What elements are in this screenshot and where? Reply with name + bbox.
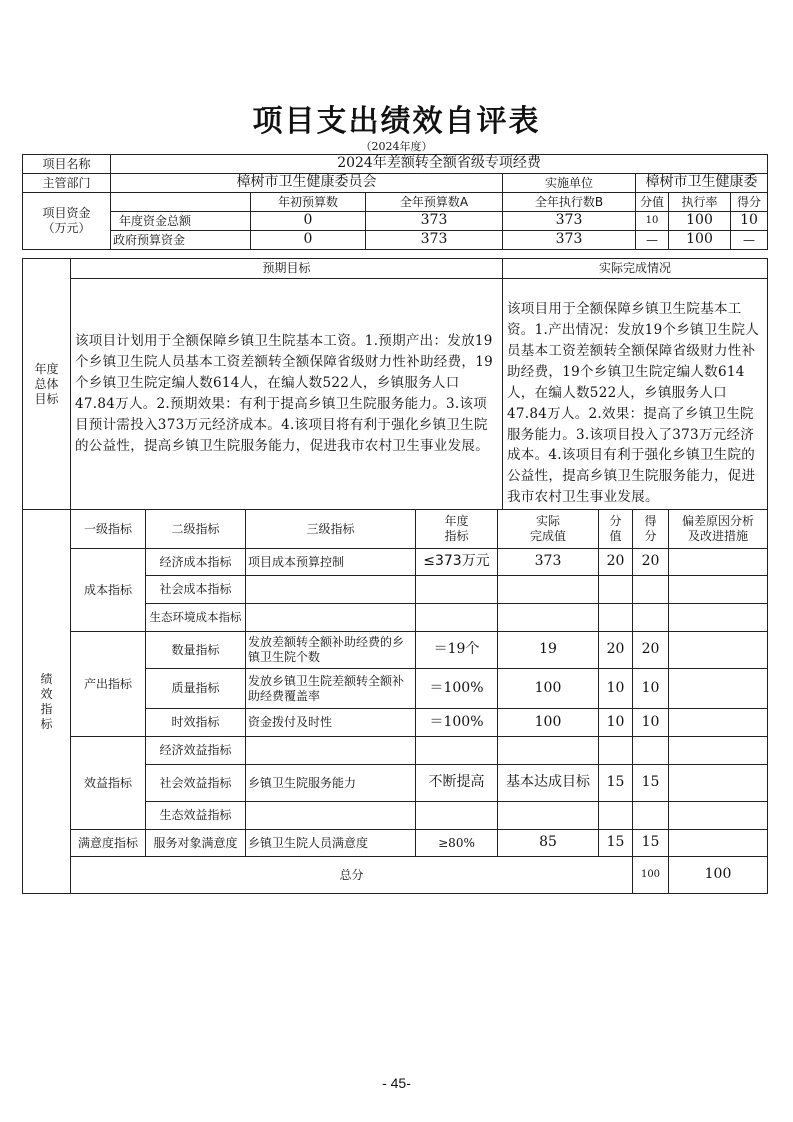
level3-cell: 发放差额转全额补助经费的乡镇卫生院个数 <box>246 632 416 669</box>
level2-cell: 经济效益指标 <box>146 737 246 765</box>
total-score: 100 <box>669 857 768 894</box>
weight-cell <box>599 802 633 830</box>
project-name-value: 2024年差额转全额省级专项经费 <box>111 155 768 174</box>
actual-cell: 373 <box>498 549 599 576</box>
level2-cell: 服务对象满意度 <box>146 830 246 857</box>
impl-value: 樟树市卫生健康委 <box>636 174 768 193</box>
level3-cell: 发放乡镇卫生院差额转全额补助经费覆盖率 <box>246 669 416 709</box>
annual-cell: ＝19个 <box>416 632 498 669</box>
annual-cell: ≥80% <box>416 830 498 857</box>
impl-label: 实施单位 <box>503 174 636 193</box>
dept-label: 主管部门 <box>23 174 111 193</box>
weight-cell: 20 <box>599 549 633 576</box>
h-line: 偏差原因分析 <box>681 514 754 528</box>
weight-cell: 10 <box>599 669 633 709</box>
level2-cell: 社会效益指标 <box>146 765 246 802</box>
header-score <box>633 510 669 549</box>
header-level3: 三级指标 <box>246 510 416 549</box>
col-exec-rate: 执行率 <box>669 193 731 212</box>
goals-label <box>23 259 71 510</box>
header-deviation <box>669 510 768 549</box>
performance-indicators-table <box>22 509 768 894</box>
funds-score: 10 <box>731 212 768 231</box>
level2-cell: 数量指标 <box>146 632 246 669</box>
h-line: 分 <box>609 514 622 528</box>
h-line: 值 <box>609 529 622 543</box>
funds-initial: 0 <box>251 231 366 250</box>
funds-label <box>23 193 111 250</box>
weight-cell <box>599 576 633 604</box>
header-annual <box>416 510 498 549</box>
level3-cell: 乡镇卫生院人员满意度 <box>246 830 416 857</box>
funds-full-a: 373 <box>366 231 503 250</box>
funds-score: — <box>731 231 768 250</box>
annual-cell <box>416 737 498 765</box>
score-cell: 20 <box>633 632 669 669</box>
header-level1: 一级指标 <box>71 510 146 549</box>
h-line: 分 <box>644 529 657 543</box>
total-row <box>23 857 768 894</box>
side-char: 指 <box>40 701 53 716</box>
score-cell: 20 <box>633 549 669 576</box>
col-weight: 分值 <box>636 193 669 212</box>
level2-cell: 质量指标 <box>146 669 246 709</box>
perf-header-row <box>23 510 768 549</box>
funds-row-gov <box>23 231 768 250</box>
header-level2: 二级指标 <box>146 510 246 549</box>
header-weight <box>599 510 633 549</box>
deviation-cell <box>669 549 768 576</box>
actual-cell: 85 <box>498 830 599 857</box>
basic-info-table <box>22 154 768 250</box>
annual-cell: ＝100% <box>416 669 498 709</box>
weight-cell: 15 <box>599 765 633 802</box>
funds-header-blank <box>111 193 251 212</box>
actual-cell <box>498 802 599 830</box>
funds-exec-rate: 100 <box>669 231 731 250</box>
goals-label-line2: 总体 <box>34 376 59 391</box>
group-benefit: 效益指标 <box>71 737 146 830</box>
expected-goals-header: 预期目标 <box>71 259 503 279</box>
funds-exec-b: 373 <box>503 231 636 250</box>
group-satisfaction: 满意度指标 <box>71 830 146 857</box>
annual-cell: ＝100% <box>416 709 498 737</box>
score-cell: 10 <box>633 709 669 737</box>
funds-full-a: 373 <box>366 212 503 231</box>
score-cell: 10 <box>633 669 669 709</box>
h-line: 完成值 <box>529 529 566 543</box>
col-score: 得分 <box>731 193 768 212</box>
annual-cell <box>416 802 498 830</box>
funds-initial: 0 <box>251 212 366 231</box>
actual-cell: 100 <box>498 709 599 737</box>
h-line: 年度 <box>444 514 469 528</box>
goals-label-line1: 年度 <box>34 361 59 376</box>
total-label: 总分 <box>71 857 633 894</box>
deviation-cell <box>669 709 768 737</box>
expected-goals-text: 该项目计划用于全额保障乡镇卫生院基本工资。1.预期产出：发放19个乡镇卫生院人员基本工资差额转全额保障省级财力性补助经费，19个乡镇卫生院定编人数614人，在编人数522人，乡镇服务人口47.84万人。2.预期效果：有利于提高乡镇卫生院服务能力。3.该项目预计需投入373万元经济成本。4.该项目将有利于强化乡镇卫生院的公益性，提高乡镇卫生院服务能力，促进我市农村卫生事业发展。 <box>71 279 503 510</box>
weight-cell: 10 <box>599 709 633 737</box>
header-actual <box>498 510 599 549</box>
table-row <box>23 830 768 857</box>
funds-exec-rate: 100 <box>669 212 731 231</box>
h-line: 及改进措施 <box>687 529 748 543</box>
level3-cell <box>246 604 416 632</box>
total-weight: 100 <box>633 857 669 894</box>
funds-weight: 10 <box>636 212 669 231</box>
dept-value: 樟树市卫生健康委员会 <box>111 174 503 193</box>
h-line: 指标 <box>444 529 469 543</box>
actual-completion-header: 实际完成情况 <box>503 259 768 279</box>
col-initial-budget: 年初预算数 <box>251 193 366 212</box>
funds-weight: — <box>636 231 669 250</box>
actual-cell: 100 <box>498 669 599 709</box>
level2-cell: 经济成本指标 <box>146 549 246 576</box>
table-row <box>23 632 768 669</box>
side-char: 标 <box>40 716 53 731</box>
score-cell <box>633 604 669 632</box>
h-line: 得 <box>644 514 657 528</box>
annual-cell: 不断提高 <box>416 765 498 802</box>
level3-cell <box>246 802 416 830</box>
level3-cell: 项目成本预算控制 <box>246 549 416 576</box>
table-row <box>23 549 768 576</box>
deviation-cell <box>669 765 768 802</box>
project-name-label: 项目名称 <box>23 155 111 174</box>
actual-completion-text: 该项目用于全额保障乡镇卫生院基本工资。1.产出情况：发放19个乡镇卫生院人员基本工资差额转全额保障省级财力性补助经费，19个乡镇卫生院定编人数614人，在编人数522人，乡镇服务人口47.84万人。2.效果：提高了乡镇卫生院服务能力。3.该项目投入了373万元经济成本。4.该项目有利于强化乡镇卫生院的公益性，提高乡镇卫生院服务能力，促进我市农村卫生事业发展。 <box>503 279 768 510</box>
funds-label-line2: （万元） <box>42 221 91 235</box>
score-cell: 15 <box>633 830 669 857</box>
weight-cell: 15 <box>599 830 633 857</box>
goals-label-line3: 目标 <box>34 391 59 406</box>
deviation-cell <box>669 632 768 669</box>
funds-row-label: 政府预算资金 <box>111 231 251 250</box>
level2-cell: 社会成本指标 <box>146 576 246 604</box>
actual-cell <box>498 576 599 604</box>
funds-label-line1: 项目资金 <box>42 206 91 220</box>
group-output: 产出指标 <box>71 632 146 737</box>
page-title: 项目支出绩效自评表 <box>252 104 541 139</box>
funds-row-total <box>23 212 768 231</box>
score-cell <box>633 802 669 830</box>
weight-cell: 20 <box>599 632 633 669</box>
funds-exec-b: 373 <box>503 212 636 231</box>
level3-cell <box>246 576 416 604</box>
weight-cell <box>599 604 633 632</box>
deviation-cell <box>669 669 768 709</box>
actual-cell <box>498 604 599 632</box>
score-cell <box>633 737 669 765</box>
actual-cell: 基本达成目标 <box>498 765 599 802</box>
score-cell <box>633 576 669 604</box>
group-cost: 成本指标 <box>71 549 146 632</box>
deviation-cell <box>669 576 768 604</box>
level3-cell: 资金拨付及时性 <box>246 709 416 737</box>
level2-cell: 生态效益指标 <box>146 802 246 830</box>
funds-row-label: 年度资金总额 <box>111 212 251 231</box>
level2-cell: 时效指标 <box>146 709 246 737</box>
actual-cell: 19 <box>498 632 599 669</box>
table-row <box>23 737 768 765</box>
deviation-cell <box>669 830 768 857</box>
col-full-budget-a: 全年预算数A <box>366 193 503 212</box>
deviation-cell <box>669 802 768 830</box>
col-exec-b: 全年执行数B <box>503 193 636 212</box>
h-line: 实际 <box>535 514 560 528</box>
annual-goals-table <box>22 258 768 510</box>
level2-cell: 生态环境成本指标 <box>146 604 246 632</box>
annual-cell: ≤373万元 <box>416 549 498 576</box>
level3-cell <box>246 737 416 765</box>
deviation-cell <box>669 737 768 765</box>
annual-cell <box>416 604 498 632</box>
page-number: - 45- <box>382 1075 411 1091</box>
annual-cell <box>416 576 498 604</box>
perf-side-label <box>23 510 71 894</box>
deviation-cell <box>669 604 768 632</box>
side-char: 效 <box>40 686 53 701</box>
actual-cell <box>498 737 599 765</box>
level3-cell: 乡镇卫生院服务能力 <box>246 765 416 802</box>
weight-cell <box>599 737 633 765</box>
score-cell: 15 <box>633 765 669 802</box>
side-char: 绩 <box>40 671 53 686</box>
year-note: （2024年度） <box>360 140 433 153</box>
